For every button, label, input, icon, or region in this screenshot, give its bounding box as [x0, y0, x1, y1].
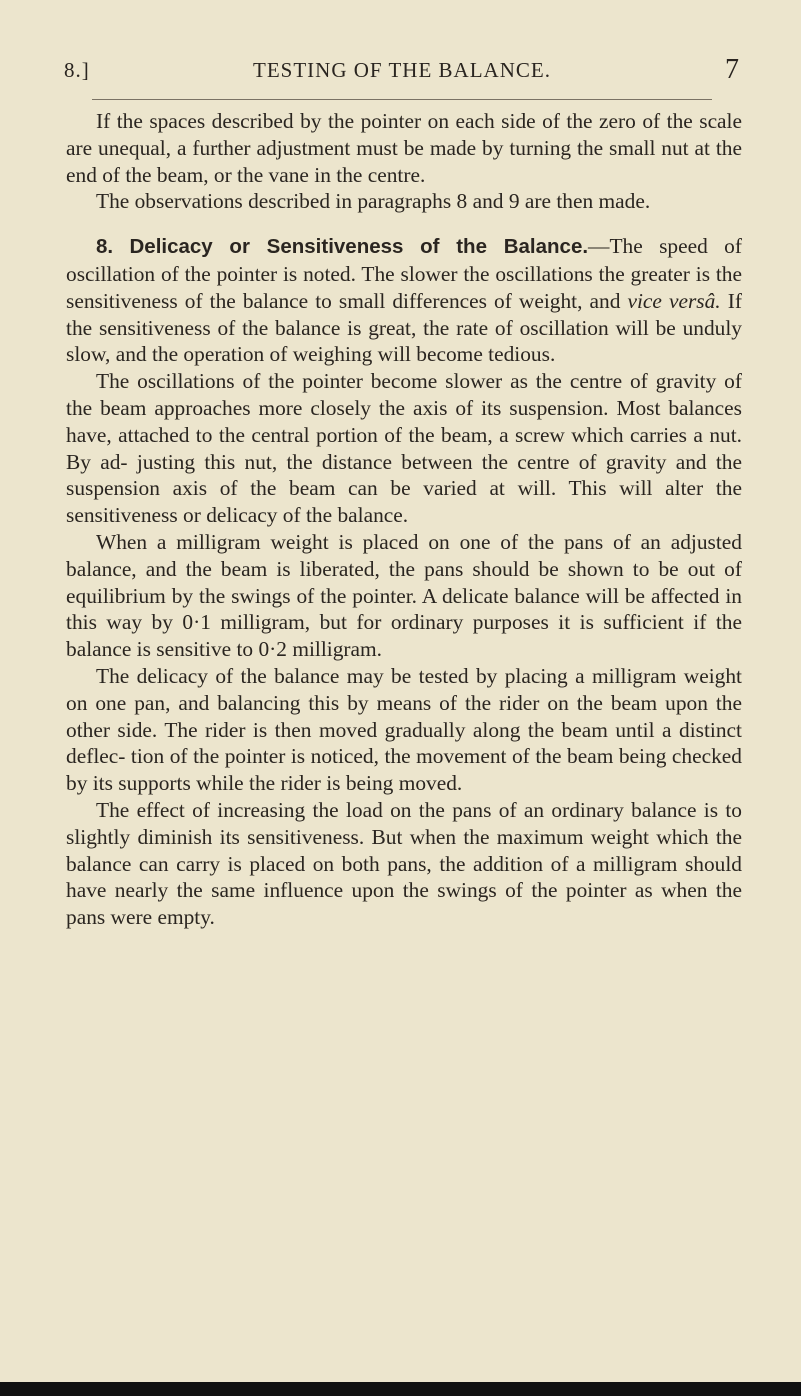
section-8-text-rest: If the sensitiveness of the balance is great, the rate of oscillation will be unduly slow, and the operation of weighing will become tedious. [66, 288, 742, 367]
header-rule [92, 99, 712, 100]
paragraph-5: When a milligram weight is placed on one of the pans of an adjusted balance, and the beam is liberated, the pans should be shown to be out of equilibrium by the swings of the pointer. A delicate balance will be affected in this way by 0·1 milligram, but for ordinary purposes it is sufficient if the balance is sensitive to 0·2 milligram. [66, 529, 742, 662]
section-number: 8. [96, 235, 114, 259]
paragraph-6: The delicacy of the balance may be tested by placing a milligram weight on one pan, and balancing this by means of the rider on the beam upon the other side. The rider is then moved gradually along the beam until a distinct deflec- tion of the pointer is noticed, the movement of the beam being checked by its supports while the rider is being moved. [66, 663, 742, 796]
paragraph-7: The effect of increasing the load on the pans of an ordinary balance is to slightly diminish its sensitiveness. But when the maximum weight which the balance can carry is placed on both pans, the addition of a milligram should have nearly the same influence upon the swings of the pointer as when the pans were empty. [66, 797, 742, 930]
section-heading: Delicacy or Sensitiveness of the Balance. [129, 235, 589, 259]
section-marker: 8.] [64, 58, 90, 82]
paragraph-4: The oscillations of the pointer become slower as the centre of gravity of the beam approaches more closely the axis of its suspension. Most balances have, attached to the central portion of the beam, a screw which carries a nut. By ad- justing this nut, the distance between the centre of gravity and the suspension axis of the beam can be varied at will. This will alter the sensitiveness or delicacy of the balance. [66, 369, 742, 528]
paragraph-2: The observations described in paragraphs 8 and 9 are then made. [96, 189, 651, 214]
paragraph-1: If the spaces described by the pointer on each side of the zero of the scale are unequal, a further adjustment must be made by turning the small nut at the end of the beam, or the vane in the centre. [66, 109, 742, 187]
body-text [66, 108, 742, 931]
section-8-paragraph [66, 233, 742, 368]
running-head [64, 54, 740, 92]
page-number: 7 [725, 54, 740, 85]
running-title: TESTING OF THE BALANCE. [253, 58, 551, 82]
section-8-text: —The speed of oscillation of the pointer is noted. The slower the oscillations the greater is the sensitiveness of the balance to small differences of weight, and [66, 234, 742, 313]
italic-phrase: vice versâ. [627, 288, 721, 313]
scan-edge-bar [0, 1382, 801, 1396]
